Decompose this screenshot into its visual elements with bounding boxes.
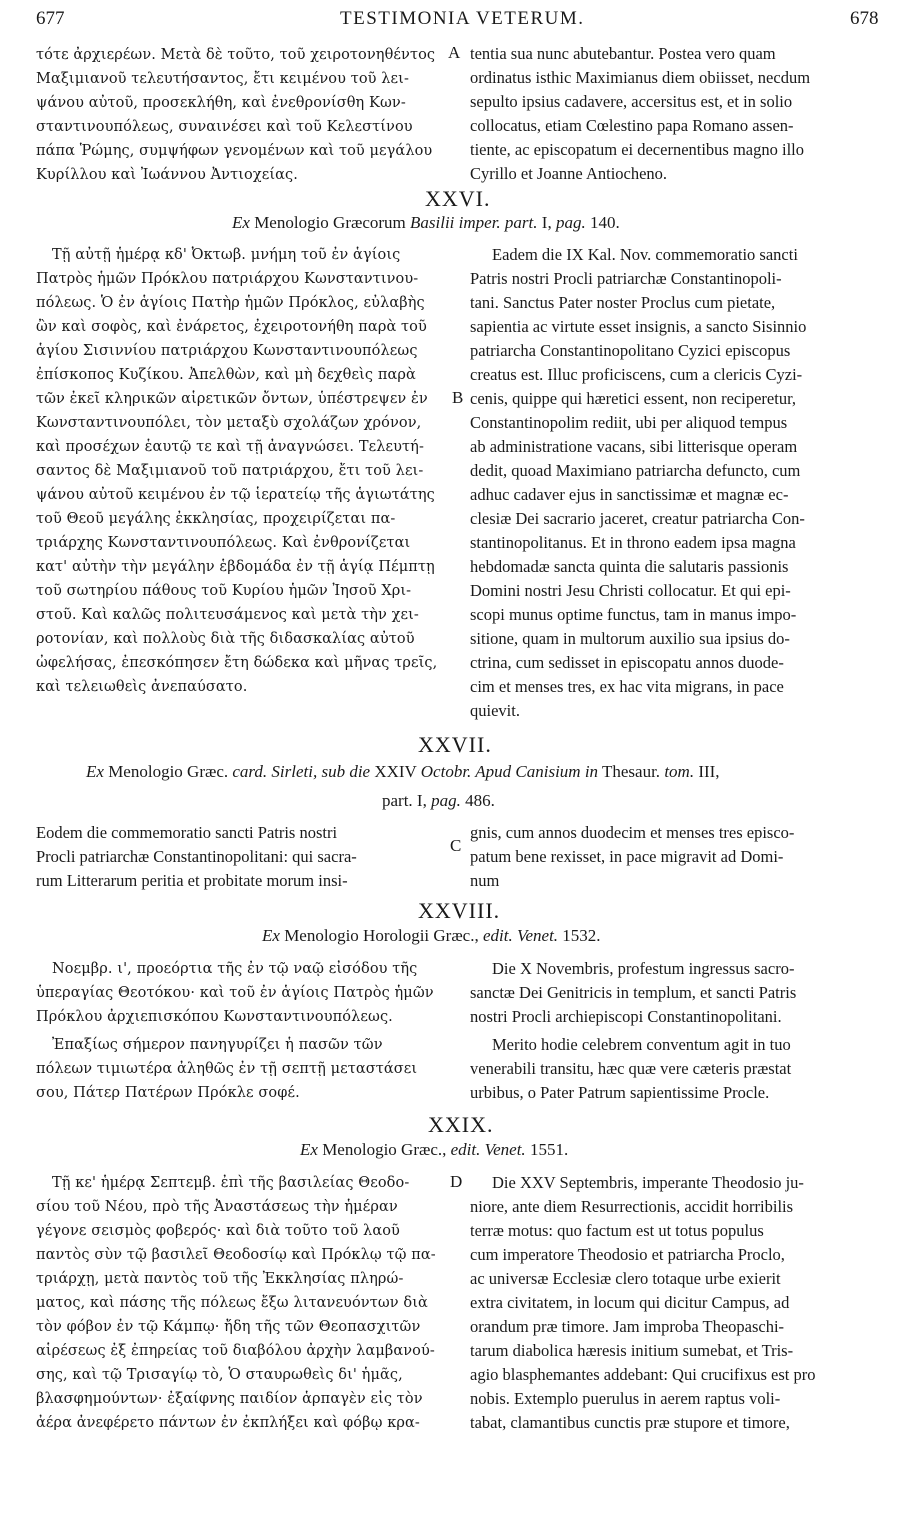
greek-line: Ἐπαξίως σήμερον πανηγυρίζει ἡ πασῶν τῶν <box>52 1037 383 1053</box>
latin-line: nobis. Extemplo puerulus in aerem raptus voli- <box>470 1389 781 1408</box>
greek-line: Μαξιμιανοῦ τελευτήσαντος, ἔτι κειμένου τοῦ λει- <box>36 71 409 87</box>
greek-line: πάπα Ῥώμης, συμψήφων γενομένων καὶ τοῦ μεγάλου <box>36 143 433 159</box>
source-ex: Ex <box>300 1140 318 1159</box>
latin-line: orandum præ timore. Jam improba Theopaschi- <box>470 1317 785 1336</box>
greek-line: τριάρχῃ, μετὰ παντὸς τοῦ τῆς Ἐκκλησίας πληρώ- <box>36 1271 404 1287</box>
latin-line: tani. Sanctus Pater noster Proclus cum pietate, <box>470 293 776 312</box>
greek-line: βλασφημούντων· ἐξαίφνης παιδίον ἁρπαγὲν εἰς τὸν <box>36 1391 423 1407</box>
greek-line: Πρόκλου ἀρχιεπισκόπου Κωνσταντινουπόλεως. <box>36 1009 393 1025</box>
greek-line: ἐπίσκοπος Κυζίκου. Ἀπελθὼν, καὶ μὴ δεχθεὶς παρὰ <box>36 367 416 383</box>
greek-line: Τῇ κε' ἡμέρᾳ Σεπτεμβ. ἐπὶ τῆς βασιλείας Θεοδο- <box>52 1175 410 1191</box>
greek-line: ροτονίαν, καὶ πολλοὺς διὰ τῆς διδασκαλίας αὐτοῦ <box>36 631 415 647</box>
source-ex: Ex <box>232 213 250 232</box>
margin-letter-a: A <box>448 43 461 62</box>
latin-line: niore, ante diem Resurrectionis, accidit horribilis <box>470 1197 794 1216</box>
source-text: Menologio Græc., <box>317 1140 451 1159</box>
section-source-xxvi <box>232 213 620 233</box>
source-text: Menologio Græc. <box>103 762 233 781</box>
section-number-xxix: XXIX. <box>428 1112 494 1137</box>
greek-line: σίου τοῦ Νέου, πρὸ τῆς Ἀναστάσεως τὴν ἡμέραν <box>36 1199 398 1215</box>
section-source-xxvii-cont <box>382 791 495 811</box>
greek-line: ὢν καὶ σοφὸς, καὶ ἐνάρετος, ἐχειροτονήθη παρὰ τοῦ <box>36 319 427 335</box>
latin-line: Eadem die IX Kal. Nov. commemoratio sancti <box>492 245 798 264</box>
greek-line: Πατρὸς ἡμῶν Πρόκλου πατριάρχου Κωνσταντινου- <box>36 271 419 287</box>
latin-line: Cyrillo et Joanne Antiocheno. <box>470 164 668 183</box>
greek-line: καὶ τελειωθεὶς ἀνεπαύσατο. <box>36 679 248 695</box>
latin-line: ac universæ Ecclesiæ clero totaque urbe exierit <box>470 1269 781 1288</box>
source-pag: pag. <box>431 791 461 810</box>
latin-line: patriarcha Constantinopolitano Cyzici episcopus <box>470 341 791 360</box>
greek-line: πόλεως. Ὁ ἐν ἁγίοις Πατὴρ ἡμῶν Πρόκλος, εὐλαβὴς <box>36 295 425 311</box>
greek-line: πόλεων τιμιωτέρα ἀληθῶς ἐν τῇ σεπτῇ μεταστάσει <box>36 1061 418 1077</box>
left-page-number: 677 <box>36 8 65 29</box>
latin-line: scopi munus optime functus, tam in manus impo- <box>470 605 797 624</box>
source-ex: Ex <box>86 762 104 781</box>
source-italic: tom. <box>664 762 695 781</box>
source-text: III, <box>694 762 720 781</box>
latin-line: Procli patriarchæ Constantinopolitani: qui sacra- <box>36 847 357 866</box>
margin-letter-d: D <box>450 1172 463 1191</box>
greek-line: παντὸς σὺν τῷ βασιλεῖ Θεοδοσίῳ καὶ Πρόκλῳ τῷ πα- <box>36 1247 436 1263</box>
greek-line: στοῦ. Καὶ καλῶς πολιτευσάμενος καὶ μετὰ τὴν χει- <box>36 607 419 623</box>
source-italic: edit. Venet. <box>450 1140 526 1159</box>
latin-line: stantinopolitanus. Et in throno eadem ipsa magna <box>470 533 796 552</box>
latin-line: Merito hodie celebrem conventum agit in tuo <box>492 1035 791 1054</box>
source-pag: pag. <box>555 213 586 232</box>
latin-line: Die XXV Septembris, imperante Theodosio ju- <box>492 1173 804 1192</box>
greek-line: Κυρίλλου καὶ Ἰωάννου Ἀντιοχείας. <box>36 167 298 183</box>
latin-line: tarum diabolica hæresis initium sumebat, et Tris- <box>470 1341 794 1360</box>
latin-line: cim et menses tres, ex hac vita migrans, in pace <box>470 677 784 696</box>
latin-line: Die X Novembris, profestum ingressus sacro- <box>492 959 795 978</box>
section-number-xxvii: XXVII. <box>418 732 492 757</box>
latin-line: agio blasphemantes addebant: Qui crucifixus est pro <box>470 1365 816 1384</box>
latin-line: nostri Procli archiepiscopi Constantinopolitani. <box>470 1007 782 1026</box>
greek-line: σου, Πάτερ Πατέρων Πρόκλε σοφέ. <box>36 1085 300 1101</box>
latin-line: tabat, clamantibus cunctis præ stupore et timore, <box>470 1413 790 1432</box>
latin-line: Eodem die commemoratio sancti Patris nostri <box>36 823 338 842</box>
latin-line: adhuc cadaver ejus in sanctissimæ et magnæ ec- <box>470 485 789 504</box>
greek-line: τριάρχης Κωνσταντινουπόλεως. Καὶ ἐνθρονίζεται <box>36 535 411 551</box>
source-text: XXIV <box>370 762 421 781</box>
latin-line: urbibus, o Pater Patrum sapientissime Procle. <box>470 1083 770 1102</box>
greek-line: ἁγίου Σισιννίου πατριάρχου Κωνσταντινουπόλεως <box>36 343 418 359</box>
greek-line: κατ' αὐτὴν τὴν μεγάλην ἑβδομάδα ἐν τῇ ἁγίᾳ Πέμπτῃ <box>36 559 435 575</box>
source-text: Thesaur. <box>598 762 665 781</box>
margin-letter-c: C <box>450 836 462 855</box>
latin-line: tiente, ac episcopatum ei decernentibus magno illo <box>470 140 805 159</box>
latin-line: venerabili transitu, hæc quæ vere cæteris præstat <box>470 1059 792 1078</box>
greek-line: σταντινουπόλεως, συναινέσει καὶ τοῦ Κελεστίνου <box>36 119 413 135</box>
latin-line: Domini nostri Jesu Christi collocatur. Et qui epi- <box>470 581 791 600</box>
latin-line: gnis, cum annos duodecim et menses tres episco- <box>470 823 795 842</box>
greek-line: σης, καὶ τῷ Τρισαγίῳ τὸ, Ὁ σταυρωθεὶς δι' ἡμᾶς, <box>36 1367 403 1383</box>
greek-line: τότε ἀρχιερέων. Μετὰ δὲ τοῦτο, τοῦ χειροτονηθέντος <box>36 47 436 63</box>
greek-line: Κωνσταντινουπόλει, τὸν μεταξὺ σχολάζων χρόνον, <box>36 415 422 431</box>
latin-line: quievit. <box>470 701 520 720</box>
latin-line: creatus est. Illuc proficiscens, cum a clericis Cyzi- <box>470 365 803 384</box>
source-ex: Ex <box>262 926 280 945</box>
latin-line: terræ motus: quo factum est ut totus populus <box>470 1221 764 1240</box>
source-text: Menologio Græcorum <box>249 213 411 232</box>
source-italic: card. Sirleti, sub die <box>232 762 371 781</box>
greek-line: τῶν ἐκεῖ κληρικῶν αἱρετικῶν ὄντων, ὑπέστρεψεν ἐν <box>36 391 428 407</box>
source-text: I, <box>537 213 556 232</box>
latin-line: sepulto ipsius cadavere, accersitus est, et in solio <box>470 92 793 111</box>
latin-line: sitione, quam in multorum auxilio sua ipsius do- <box>470 629 790 648</box>
latin-line: collocatus, etiam Cœlestino papa Romano assen- <box>470 116 794 135</box>
latin-line: num <box>470 871 500 890</box>
source-italic: Basilii imper. part. <box>410 213 538 232</box>
latin-line: cum imperatore Theodosio et patriarcha Proclo, <box>470 1245 785 1264</box>
greek-line: ψάνου αὐτοῦ, προσεκλήθη, καὶ ἐνεθρονίσθη Κων- <box>36 95 406 111</box>
latin-line: sanctæ Dei Genitricis in templum, et sancti Patris <box>470 983 797 1002</box>
source-text: 486. <box>460 791 495 810</box>
running-title: TESTIMONIA VETERUM. <box>340 8 585 29</box>
section-number-xxviii: XXVIII. <box>418 898 501 923</box>
latin-line: Constantinopolim rediit, ubi per aliquod tempus <box>470 413 788 432</box>
latin-line: dedit, quoad Maximiano patriarcha defuncto, cum <box>470 461 801 480</box>
margin-letter-b: B <box>452 388 464 407</box>
greek-line: ὑπεραγίας Θεοτόκου· καὶ τοῦ ἐν ἁγίοις Πατρὸς ἡμῶν <box>36 985 434 1001</box>
source-text: 1532. <box>558 926 601 945</box>
source-italic: edit. Venet. <box>482 926 559 945</box>
greek-line: ἀέρα ἀνεφέρετο πάντων ἐν ἐκπλήξει καὶ φόβῳ κρα- <box>36 1415 420 1431</box>
latin-line: rum Litterarum peritia et probitate morum insi- <box>36 871 348 890</box>
latin-line: ctrina, cum sedisset in episcopatu annos duode- <box>470 653 784 672</box>
greek-line: ματος, καὶ πάσης τῆς πόλεως ἔξω λιτανευόντων διὰ <box>36 1295 428 1311</box>
latin-line: patum bene rexisset, in pace migravit ad Domi- <box>470 847 784 866</box>
section-source-xxix <box>300 1140 568 1160</box>
greek-line: καὶ προσέχων ἑαυτῷ τε καὶ τῇ ἀναγνώσει. Τελευτή- <box>36 439 424 455</box>
source-text: Menologio Horologii Græc., <box>279 926 483 945</box>
section-source-xxviii <box>262 926 601 946</box>
greek-line: Τῇ αὐτῇ ἡμέρᾳ κδ' Ὀκτωβ. μνήμη τοῦ ἐν ἁγίοις <box>52 247 401 263</box>
latin-line: clesiæ Dei sacrario jaceret, creatur patriarcha Con- <box>470 509 805 528</box>
greek-line: Νοεμβρ. ι', προεόρτια τῆς ἐν τῷ ναῷ εἰσόδου τῆς <box>52 961 418 977</box>
latin-line: ab administratione vacans, sibi litterisque operam <box>470 437 798 456</box>
greek-line: γέγονε σεισμὸς φοβερός· καὶ διὰ τοῦτο τοῦ λαοῦ <box>36 1223 400 1239</box>
latin-line: Patris nostri Procli patriarchæ Constantinopoli- <box>470 269 782 288</box>
source-text: part. I, <box>382 791 432 810</box>
section-source-xxvii <box>86 762 720 782</box>
source-text: 1551. <box>525 1140 569 1159</box>
greek-line: τὸν φόβον ἐν τῷ Κάμπῳ· ἤδη τῆς τῶν Θεοπασχιτῶν <box>36 1319 421 1335</box>
latin-line: hebdomadæ sancta quinta die salutaris passionis <box>470 557 789 576</box>
latin-line: ordinatus isthic Maximianus diem obiisset, necdum <box>470 68 811 87</box>
latin-line: sapientia ac virtute esset insignis, a sancto Sisinnio <box>470 317 807 336</box>
source-italic: Octobr. Apud Canisium in <box>420 762 599 781</box>
section-number-xxvi: XXVI. <box>425 186 491 211</box>
greek-line: ψάνου αὐτοῦ κειμένου ἐν τῷ ἱερατείῳ τῆς ἁγιωτάτης <box>36 487 435 503</box>
latin-line: extra civitatem, in locum qui dicitur Campus, ad <box>470 1293 790 1312</box>
right-page-number: 678 <box>850 8 879 29</box>
greek-line: τοῦ Θεοῦ μεγάλης ἐκκλησίας, προχειρίζεται πα- <box>36 511 396 527</box>
greek-line: σαντος δὲ Μαξιμιανοῦ τοῦ πατριάρχου, ἔτι τοῦ λει- <box>36 463 424 479</box>
latin-line: cenis, quippe qui hæretici essent, non reciperetur, <box>470 389 797 408</box>
greek-line: τοῦ σωτηρίου πάθους τοῦ Κυρίου ἡμῶν Ἰησοῦ Χρι- <box>36 583 412 599</box>
source-text: 140. <box>585 213 620 232</box>
greek-line: ὠφελήσας, ἐπεσκόπησεν ἔτη δώδεκα καὶ μῆνας τρεῖς, <box>36 655 438 671</box>
greek-line: αἱρέσεως ἐξ ἐπηρείας τοῦ διαβόλου ἀρχὴν λαμβανού- <box>36 1343 435 1359</box>
latin-line: tentia sua nunc abutebantur. Postea vero quam <box>470 44 776 63</box>
